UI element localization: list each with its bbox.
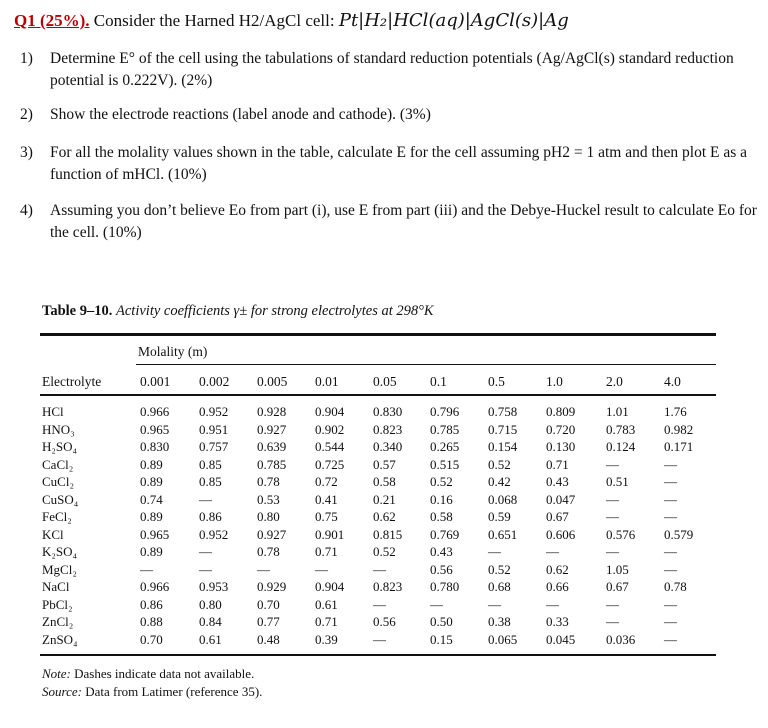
- table-cell: 0.544: [315, 439, 345, 454]
- table-caption: [42, 303, 434, 320]
- table-cell: 0.902: [315, 421, 345, 437]
- table-cell: 0.783: [606, 421, 636, 437]
- table-cell: 0.715: [488, 421, 518, 437]
- table-cell: 0.86: [199, 509, 222, 524]
- table-cell: 0.88: [140, 614, 163, 629]
- table-cell: 0.725: [315, 456, 345, 472]
- table-cell: 0.89: [140, 544, 163, 559]
- table-cell: 0.796: [430, 404, 460, 419]
- table-cell: 0.43: [430, 544, 453, 559]
- column-header: 0.5: [488, 374, 505, 389]
- table-cell: 0.815: [373, 526, 403, 542]
- table-cell: 0.33: [546, 614, 569, 629]
- table-cell: 0.86: [140, 596, 163, 612]
- table-cell: 0.68: [488, 579, 511, 594]
- table-cell: 0.952: [199, 404, 229, 419]
- table-cell: 0.927: [257, 421, 287, 437]
- table-cell: —: [199, 561, 212, 577]
- table-cell: —: [664, 561, 677, 577]
- table-cell: 0.58: [373, 474, 396, 489]
- table-cell: 0.77: [257, 614, 280, 629]
- table-cell: 0.15: [430, 631, 453, 647]
- table-cell: 0.966: [140, 579, 170, 594]
- question-intro: Consider the Harned H2/AgCl cell:: [89, 11, 339, 30]
- table-cell: 0.58: [430, 509, 453, 524]
- table-cell: —: [606, 491, 619, 507]
- table-cell: 0.927: [257, 526, 287, 542]
- table-cell: —: [664, 456, 677, 472]
- electrolyte-name: CuSO₄: [42, 491, 79, 507]
- table-cell: 0.71: [315, 544, 338, 559]
- table-cell: 0.515: [430, 456, 460, 472]
- table-cell: 0.047: [546, 491, 576, 507]
- table-cell: 0.171: [664, 439, 694, 454]
- table-cell: 0.928: [257, 404, 287, 419]
- table-cell: 0.56: [430, 561, 453, 577]
- table-cell: —: [140, 561, 153, 577]
- table-cell: 0.70: [257, 596, 280, 612]
- question-title: [14, 10, 569, 31]
- electrolyte-name: ZnCl₂: [42, 614, 74, 629]
- table-cell: 0.823: [373, 579, 403, 594]
- table-cell: 0.38: [488, 614, 511, 629]
- table-cell: —: [546, 544, 559, 559]
- electrolyte-name: HCl: [42, 404, 64, 419]
- table-cell: 0.965: [140, 526, 170, 542]
- table-cell: 0.80: [257, 509, 280, 524]
- table-cell: 0.065: [488, 631, 518, 647]
- table-cell: 0.130: [546, 439, 576, 454]
- column-header: 0.001: [140, 374, 171, 389]
- table-cell: 0.830: [140, 439, 170, 454]
- table-cell: 0.809: [546, 404, 576, 419]
- column-header: 0.005: [257, 374, 288, 389]
- electrolyte-name: MgCl₂: [42, 561, 77, 577]
- item-number: 3): [20, 144, 33, 161]
- table-cell: 0.89: [140, 456, 163, 472]
- item-text: For all the molality values shown in the table, calculate E for the cell assuming pH2 = 1 atm and then plot E as a function of mHCl. (10%): [50, 144, 748, 183]
- electrolyte-name: K₂SO₄: [42, 544, 78, 559]
- table-source: [42, 684, 262, 700]
- table-cell: —: [373, 596, 386, 612]
- table-cell: 0.61: [199, 631, 222, 647]
- table-cell: 0.62: [373, 509, 396, 524]
- table-cell: 0.785: [430, 421, 460, 437]
- source-text: Data from Latimer (reference 35).: [81, 684, 263, 699]
- table-cell: —: [373, 561, 386, 577]
- table-cell: 0.71: [315, 614, 338, 629]
- electrolyte-name: CaCl₂: [42, 456, 74, 472]
- table-cell: 0.52: [373, 544, 396, 559]
- table-cell: 0.780: [430, 579, 460, 594]
- column-header: 2.0: [606, 374, 623, 389]
- item-number: 1): [20, 50, 33, 67]
- table-cell: 1.76: [664, 404, 687, 419]
- table-cell: 0.57: [373, 456, 396, 472]
- item-text: Assuming you don’t believe Eo from part (i), use E from part (iii) and the Debye-Huckel result to calculate Eo for the cell. (10%): [50, 202, 757, 241]
- table-cell: —: [606, 596, 619, 612]
- electrolyte-name: PbCl₂: [42, 596, 73, 612]
- table-cell: 0.951: [199, 421, 229, 437]
- table-cell: 0.62: [546, 561, 569, 577]
- table-cell: 0.720: [546, 421, 576, 437]
- item-number: 2): [20, 106, 33, 123]
- table-cell: 0.830: [373, 404, 403, 419]
- table-cell: 0.42: [488, 474, 511, 489]
- table-cell: 0.340: [373, 439, 403, 454]
- column-header: 0.002: [199, 374, 230, 389]
- table-cell: —: [664, 631, 677, 647]
- electrolyte-name: ZnSO₄: [42, 631, 78, 647]
- table-cell: 0.576: [606, 526, 636, 542]
- table-cell: 0.85: [199, 456, 222, 472]
- electrolyte-name: FeCl₂: [42, 509, 72, 524]
- table-cell: 0.929: [257, 579, 287, 594]
- note-label: Note:: [42, 666, 71, 681]
- table-cell: 0.265: [430, 439, 460, 454]
- table-cell: 1.01: [606, 404, 629, 419]
- table-caption-label: Table 9–10.: [42, 303, 113, 319]
- table-cell: 0.758: [488, 404, 518, 419]
- table-cell: —: [257, 561, 270, 577]
- table-cell: —: [606, 456, 619, 472]
- table-cell: 0.67: [546, 509, 569, 524]
- molality-rule: [136, 364, 716, 365]
- table-cell: —: [664, 474, 677, 489]
- item-text: Determine E° of the cell using the tabulations of standard reduction potentials (Ag/AgCl(s) standard reduction potential is 0.222V). (2%): [50, 50, 734, 89]
- table-cell: —: [488, 544, 501, 559]
- table-cell: —: [430, 596, 443, 612]
- table-cell: 0.84: [199, 614, 222, 629]
- table-cell: 0.41: [315, 491, 338, 507]
- table-cell: 0.56: [373, 614, 396, 629]
- table-cell: 0.52: [430, 474, 453, 489]
- column-header: 0.05: [373, 374, 397, 389]
- electrolyte-name: KCl: [42, 526, 64, 542]
- table-cell: 0.904: [315, 579, 345, 594]
- electrolyte-name: NaCl: [42, 579, 70, 594]
- table-top-rule: [40, 333, 716, 336]
- table-cell: 0.904: [315, 404, 345, 419]
- table-cell: 0.769: [430, 526, 460, 542]
- table-cell: 1.05: [606, 561, 629, 577]
- table-cell: 0.965: [140, 421, 170, 437]
- table-cell: 0.70: [140, 631, 163, 647]
- table-bottom-rule: [40, 654, 716, 656]
- table-cell: 0.901: [315, 526, 345, 542]
- column-header: 1.0: [546, 374, 563, 389]
- electrolyte-name: CuCl₂: [42, 474, 74, 489]
- table-cell: 0.154: [488, 439, 518, 454]
- table-cell: —: [315, 561, 328, 577]
- table-cell: —: [546, 596, 559, 612]
- table-cell: 0.48: [257, 631, 280, 647]
- table-cell: —: [664, 491, 677, 507]
- electrolyte-header: Electrolyte: [42, 374, 102, 389]
- table-cell: 0.66: [546, 579, 569, 594]
- table-cell: 0.606: [546, 526, 576, 542]
- table-cell: 0.50: [430, 614, 453, 629]
- table-cell: 0.52: [488, 456, 511, 472]
- table-cell: 0.89: [140, 509, 163, 524]
- table-caption-text: Activity coefficients γ± for strong electrolytes at 298°K: [116, 303, 434, 319]
- table-cell: 0.89: [140, 474, 163, 489]
- table-cell: 0.78: [257, 474, 280, 489]
- table-cell: 0.21: [373, 491, 396, 507]
- table-cell: 0.045: [546, 631, 576, 647]
- table-cell: 0.53: [257, 491, 280, 507]
- table-cell: 0.757: [199, 439, 229, 454]
- table-cell: —: [664, 596, 677, 612]
- table-cell: —: [606, 614, 619, 629]
- table-cell: 0.16: [430, 491, 453, 507]
- source-label: Source:: [42, 684, 82, 699]
- electrolyte-name: HNO₃: [42, 421, 75, 437]
- table-cell: 0.80: [199, 596, 222, 612]
- table-cell: 0.124: [606, 439, 636, 454]
- table-cell: 0.78: [257, 544, 280, 559]
- table-cell: —: [664, 614, 677, 629]
- table-cell: 0.52: [488, 561, 511, 577]
- cell-notation: Pt|H₂|HCl(aq)|AgCl(s)|Ag: [338, 10, 569, 31]
- table-cell: 0.75: [315, 509, 338, 524]
- table-cell: 0.85: [199, 474, 222, 489]
- table-cell: 0.72: [315, 474, 338, 489]
- column-header: 0.01: [315, 374, 339, 389]
- table-cell: 0.651: [488, 526, 518, 542]
- note-text: Dashes indicate data not available.: [70, 666, 255, 681]
- column-header: 0.1: [430, 374, 447, 389]
- table-cell: —: [606, 544, 619, 559]
- table-cell: 0.59: [488, 509, 511, 524]
- table-cell: —: [664, 509, 677, 524]
- table-cell: 0.785: [257, 456, 287, 472]
- table-cell: 0.953: [199, 579, 229, 594]
- table-cell: 0.74: [140, 491, 163, 507]
- table-cell: 0.43: [546, 474, 569, 489]
- table-cell: 0.71: [546, 456, 569, 472]
- table-cell: —: [664, 544, 677, 559]
- header-rule: [40, 394, 716, 396]
- question-label: Q1 (25%).: [14, 11, 90, 30]
- item-text: Show the electrode reactions (label anode and cathode). (3%): [50, 106, 431, 123]
- item-number: 4): [20, 202, 33, 219]
- table-cell: 0.982: [664, 421, 694, 437]
- column-header: 4.0: [664, 374, 681, 389]
- table-cell: —: [373, 631, 386, 647]
- table-cell: 0.61: [315, 596, 338, 612]
- table-cell: 0.823: [373, 421, 403, 437]
- table-cell: 0.952: [199, 526, 229, 542]
- electrolyte-name: H₂SO₄: [42, 439, 78, 454]
- molality-header: Molality (m): [138, 344, 208, 359]
- table-cell: —: [199, 491, 212, 507]
- table-cell: 0.78: [664, 579, 687, 594]
- table-cell: 0.068: [488, 491, 518, 507]
- table-cell: 0.67: [606, 579, 629, 594]
- table-cell: —: [199, 544, 212, 559]
- table-cell: 0.39: [315, 631, 338, 647]
- table-note: [42, 666, 254, 682]
- table-cell: 0.036: [606, 631, 636, 647]
- table-cell: 0.966: [140, 404, 170, 419]
- table-cell: —: [606, 509, 619, 524]
- table-cell: 0.51: [606, 474, 629, 489]
- table-cell: 0.579: [664, 526, 694, 542]
- table-cell: —: [488, 596, 501, 612]
- table-cell: 0.639: [257, 439, 287, 454]
